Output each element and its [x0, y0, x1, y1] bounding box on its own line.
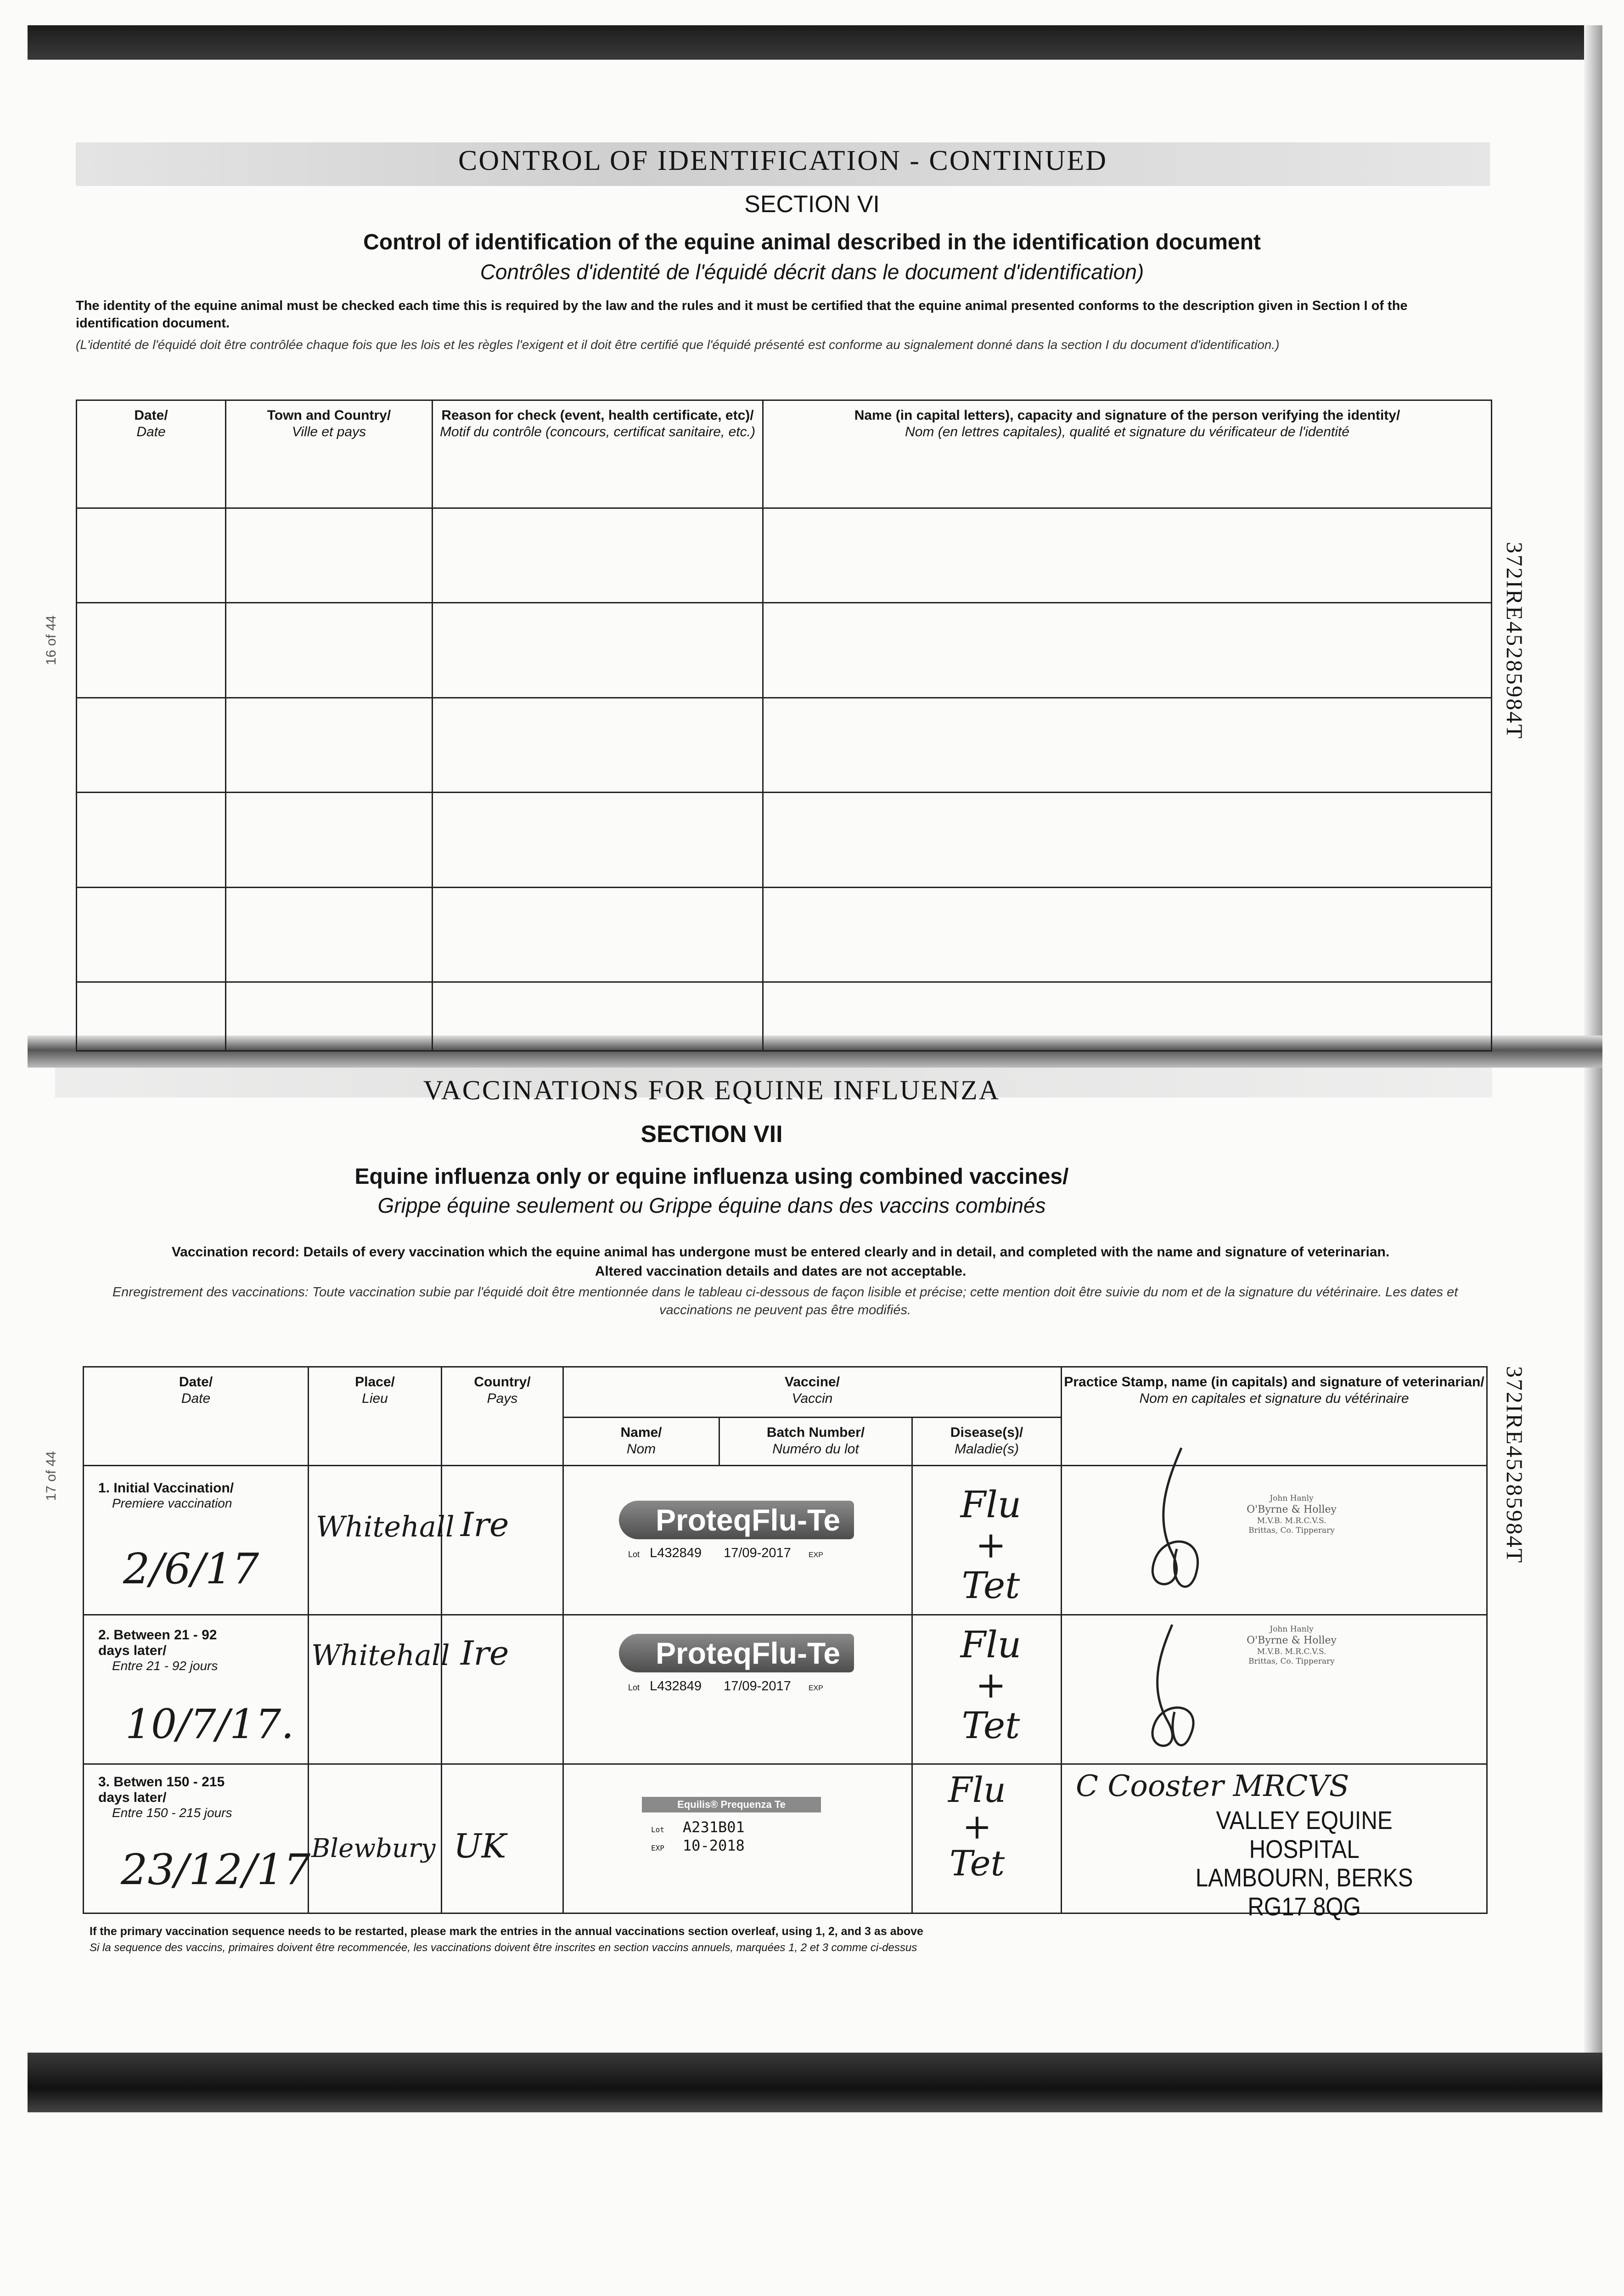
- expiry-date: 17/09-2017: [724, 1546, 791, 1560]
- place-value: Blewbury: [311, 1834, 436, 1863]
- signature: [1131, 1620, 1223, 1758]
- reason-cell[interactable]: [433, 982, 763, 1051]
- place-value: Whitehall: [311, 1638, 450, 1672]
- vaccination-record-fr: Enregistrement des vaccinations: Toute vaccination subie par l'équidé doit être mentionnée dans le tableau ci-dessous de façon lisible et précise; cette mention doit être suivie du nom et de la signature du vétérinaire. Les dates et vaccinations ne peuvent pas être modifiés.: [112, 1285, 1458, 1318]
- lot-prefix: Lot: [651, 1825, 664, 1834]
- row-label: 3. Betwen 150 - 215 days later/: [98, 1774, 225, 1805]
- country-value: Ire: [461, 1634, 509, 1672]
- table-row: [84, 1466, 1487, 1615]
- table-row: [77, 508, 1492, 603]
- country-value: UK: [454, 1827, 506, 1865]
- col-batch-number: Batch Number/ Numéro du lot: [719, 1418, 912, 1466]
- scan-edge-bottom: [28, 2053, 1602, 2112]
- row-label-fr: Entre 150 - 215 jours: [112, 1806, 232, 1820]
- scan-edge-top: [28, 25, 1602, 60]
- table-row: [77, 793, 1492, 887]
- col-vaccine: Vaccine/ Vaccin: [563, 1367, 1062, 1418]
- page-number-17: 17 of 44: [44, 1451, 59, 1501]
- lot-prefix: Lot: [628, 1683, 640, 1692]
- vaccine-name: Equilis® Prequenza Te: [642, 1797, 821, 1812]
- col-diseases: Disease(s)/ Maladie(s): [912, 1418, 1062, 1466]
- vaccine-label-cell[interactable]: [563, 1466, 912, 1615]
- stamp-cell[interactable]: [1062, 1764, 1487, 1921]
- vaccine-label-cell[interactable]: [563, 1764, 912, 1913]
- vaccination-table: [83, 1366, 1488, 1921]
- reason-cell[interactable]: [433, 508, 763, 603]
- row-label: 1. Initial Vaccination/: [98, 1480, 234, 1496]
- section-vii-title-fr: Grippe équine seulement ou Grippe équine dans des vaccins combinés: [377, 1193, 1046, 1217]
- disease-cell[interactable]: [912, 1466, 1062, 1615]
- table-row: [84, 1764, 1487, 1913]
- batch-line: [642, 1812, 821, 1855]
- passport-id-bottom: 372IRE45285984T: [1502, 1366, 1528, 1564]
- date-cell[interactable]: [77, 887, 226, 982]
- exp-label: EXP: [808, 1551, 823, 1559]
- section-vi-heading: CONTROL OF IDENTIFICATION - CONTINUED: [458, 145, 1108, 176]
- practice-stamp: John Hanly O'Byrne & Holley M.V.B. M.R.C.V.S. Brittas, Co. Tipperary: [1247, 1494, 1337, 1535]
- verifier-cell[interactable]: [763, 603, 1492, 698]
- col-date: Date/ Date: [77, 400, 226, 508]
- lot-prefix: Lot: [628, 1550, 640, 1559]
- practice-stamp: VALLEY EQUINE HOSPITAL LAMBOURN, BERKS RG17 8QG: [1195, 1806, 1413, 1921]
- town-cell[interactable]: [226, 793, 433, 887]
- disease-value: Flu + Tet: [960, 1483, 1022, 1607]
- practice-stamp: John Hanly O'Byrne & Holley M.V.B. M.R.C.V.S. Brittas, Co. Tipperary: [1247, 1625, 1337, 1666]
- expiry-date: 10-2018: [682, 1837, 745, 1854]
- town-cell[interactable]: [226, 603, 433, 698]
- country-cell[interactable]: [442, 1615, 563, 1764]
- vaccination-date: 2/6/17: [123, 1544, 259, 1593]
- expiry-date: 17/09-2017: [724, 1679, 791, 1694]
- town-cell[interactable]: [226, 982, 433, 1051]
- row-label-fr: Premiere vaccination: [112, 1496, 232, 1510]
- place-value: Whitehall: [316, 1510, 455, 1543]
- verifier-cell[interactable]: [763, 698, 1492, 792]
- section-vi-title-fr: Contrôles d'identité de l'équidé décrit dans le document d'identification): [480, 260, 1144, 284]
- reason-cell[interactable]: [433, 793, 763, 887]
- col-date: Date/ Date: [84, 1367, 309, 1466]
- footnote-fr: Si la sequence des vaccins, primaires doivent être recommencée, les vaccinations doivent être inscrites en section vaccins annuels, marquées 1, 2 et 3 comme ci-dessus: [90, 1941, 917, 1954]
- table-row: [77, 982, 1492, 1051]
- vaccination-record-en2: Altered vaccination details and dates are not acceptable.: [595, 1264, 967, 1279]
- batch-number: A231B01: [682, 1818, 745, 1836]
- verifier-cell[interactable]: [763, 982, 1492, 1051]
- vaccination-date: 23/12/17: [121, 1845, 311, 1894]
- date-cell[interactable]: [77, 793, 226, 887]
- identification-check-table: [76, 400, 1492, 1052]
- vaccine-label-cell[interactable]: [563, 1615, 912, 1764]
- town-cell[interactable]: [226, 887, 433, 982]
- disease-cell[interactable]: [912, 1615, 1062, 1764]
- batch-number: L432849: [650, 1679, 702, 1694]
- town-cell[interactable]: [226, 508, 433, 603]
- passport-id-top: 372IRE45285984T: [1502, 542, 1528, 740]
- batch-number: L432849: [650, 1546, 702, 1560]
- verifier-cell[interactable]: [763, 508, 1492, 603]
- vaccine-sticker: [642, 1797, 821, 1855]
- page-number-16: 16 of 44: [44, 615, 59, 665]
- vaccination-date: 10/7/17.: [125, 1700, 294, 1748]
- footnote-en: If the primary vaccination sequence needs to be restarted, please mark the entries in the annual vaccinations section overleaf, using 1, 2, and 3 as above: [90, 1925, 923, 1938]
- vaccine-sticker: [619, 1501, 854, 1561]
- date-cell[interactable]: [77, 698, 226, 792]
- section-vii-title-en: Equine influenza only or equine influenza using combined vaccines/: [354, 1165, 1069, 1189]
- section-vi-intro-fr: (L'identité de l'équidé doit être contrôlée chaque fois que les lois et les règles l'exigent et il doit être certifié que l'équidé présenté est conforme au signalement donné dans la section I du document d'identification.): [76, 338, 1280, 352]
- col-place: Place/ Lieu: [309, 1367, 442, 1466]
- vaccination-record-en: Vaccination record: Details of every vaccination which the equine animal has undergone must be entered clearly and in detail, and completed with the name and signature of veterinarian.: [171, 1244, 1390, 1260]
- row-label-fr: Entre 21 - 92 jours: [112, 1659, 218, 1673]
- verifier-cell[interactable]: [763, 793, 1492, 887]
- table-row: [77, 698, 1492, 792]
- table-row: [84, 1615, 1487, 1764]
- section-vi-intro-en: The identity of the equine animal must be checked each time this is required by the law and the rules and it must be certified that the equine animal presented conforms to the description given in Section I of the identification document.: [76, 298, 1408, 331]
- batch-line: [619, 1679, 854, 1694]
- country-cell[interactable]: [442, 1466, 563, 1615]
- row-label-cell[interactable]: [84, 1764, 309, 1913]
- date-cell[interactable]: [77, 508, 226, 603]
- row-label-cell[interactable]: [84, 1466, 309, 1615]
- disease-value: Flu + Tet: [948, 1769, 1006, 1884]
- row-label-cell[interactable]: [84, 1615, 309, 1764]
- reason-cell[interactable]: [433, 603, 763, 698]
- vaccine-name: ProteqFlu-Te: [619, 1634, 854, 1672]
- col-verifier: Name (in capital letters), capacity and signature of the person verifying the identity/ Nom (en lettres capitales), qualité et signature du vérificateur de l'identité: [763, 400, 1492, 508]
- date-cell[interactable]: [77, 603, 226, 698]
- section-vi-label: SECTION VI: [744, 191, 880, 218]
- table-row: [77, 603, 1492, 698]
- reason-cell[interactable]: [433, 698, 763, 792]
- col-town-country: Town and Country/ Ville et pays: [226, 400, 433, 508]
- country-cell[interactable]: [442, 1764, 563, 1913]
- vet-signature: C Cooster MRCVS: [1076, 1769, 1349, 1803]
- place-cell[interactable]: [309, 1615, 450, 1764]
- exp-label: EXP: [651, 1844, 664, 1852]
- col-practice-stamp: Practice Stamp, name (in capitals) and signature of veterinarian/ Nom en capitales et signature du vétérinaire: [1062, 1367, 1487, 1466]
- batch-line: [619, 1546, 854, 1561]
- country-value: Ire: [461, 1505, 509, 1544]
- stamp-cell[interactable]: [1062, 1615, 1487, 1764]
- disease-cell[interactable]: [912, 1764, 1062, 1913]
- place-cell[interactable]: [309, 1466, 455, 1615]
- col-country: Country/ Pays: [442, 1367, 563, 1466]
- section-vii-heading: VACCINATIONS FOR EQUINE INFLUENZA: [423, 1075, 1000, 1105]
- signature: [1126, 1443, 1236, 1609]
- reason-cell[interactable]: [433, 887, 763, 982]
- verifier-cell[interactable]: [763, 887, 1492, 982]
- stamp-cell[interactable]: [1062, 1466, 1487, 1615]
- col-vaccine-name: Name/ Nom: [563, 1418, 719, 1466]
- section-vi-title-en: Control of identification of the equine animal described in the identification document: [363, 230, 1261, 254]
- vaccine-sticker: [619, 1634, 854, 1694]
- town-cell[interactable]: [226, 698, 433, 792]
- place-cell[interactable]: [309, 1764, 442, 1913]
- date-cell[interactable]: [77, 982, 226, 1051]
- vaccine-name: ProteqFlu-Te: [619, 1501, 854, 1539]
- table-row: [77, 887, 1492, 982]
- row-label: 2. Between 21 - 92 days later/: [98, 1627, 217, 1658]
- section-vii-label: SECTION VII: [641, 1121, 783, 1148]
- exp-label: EXP: [808, 1684, 823, 1692]
- disease-value: Flu + Tet: [960, 1623, 1022, 1747]
- col-reason: Reason for check (event, health certificate, etc)/ Motif du contrôle (concours, certificat sanitaire, etc.): [433, 400, 763, 508]
